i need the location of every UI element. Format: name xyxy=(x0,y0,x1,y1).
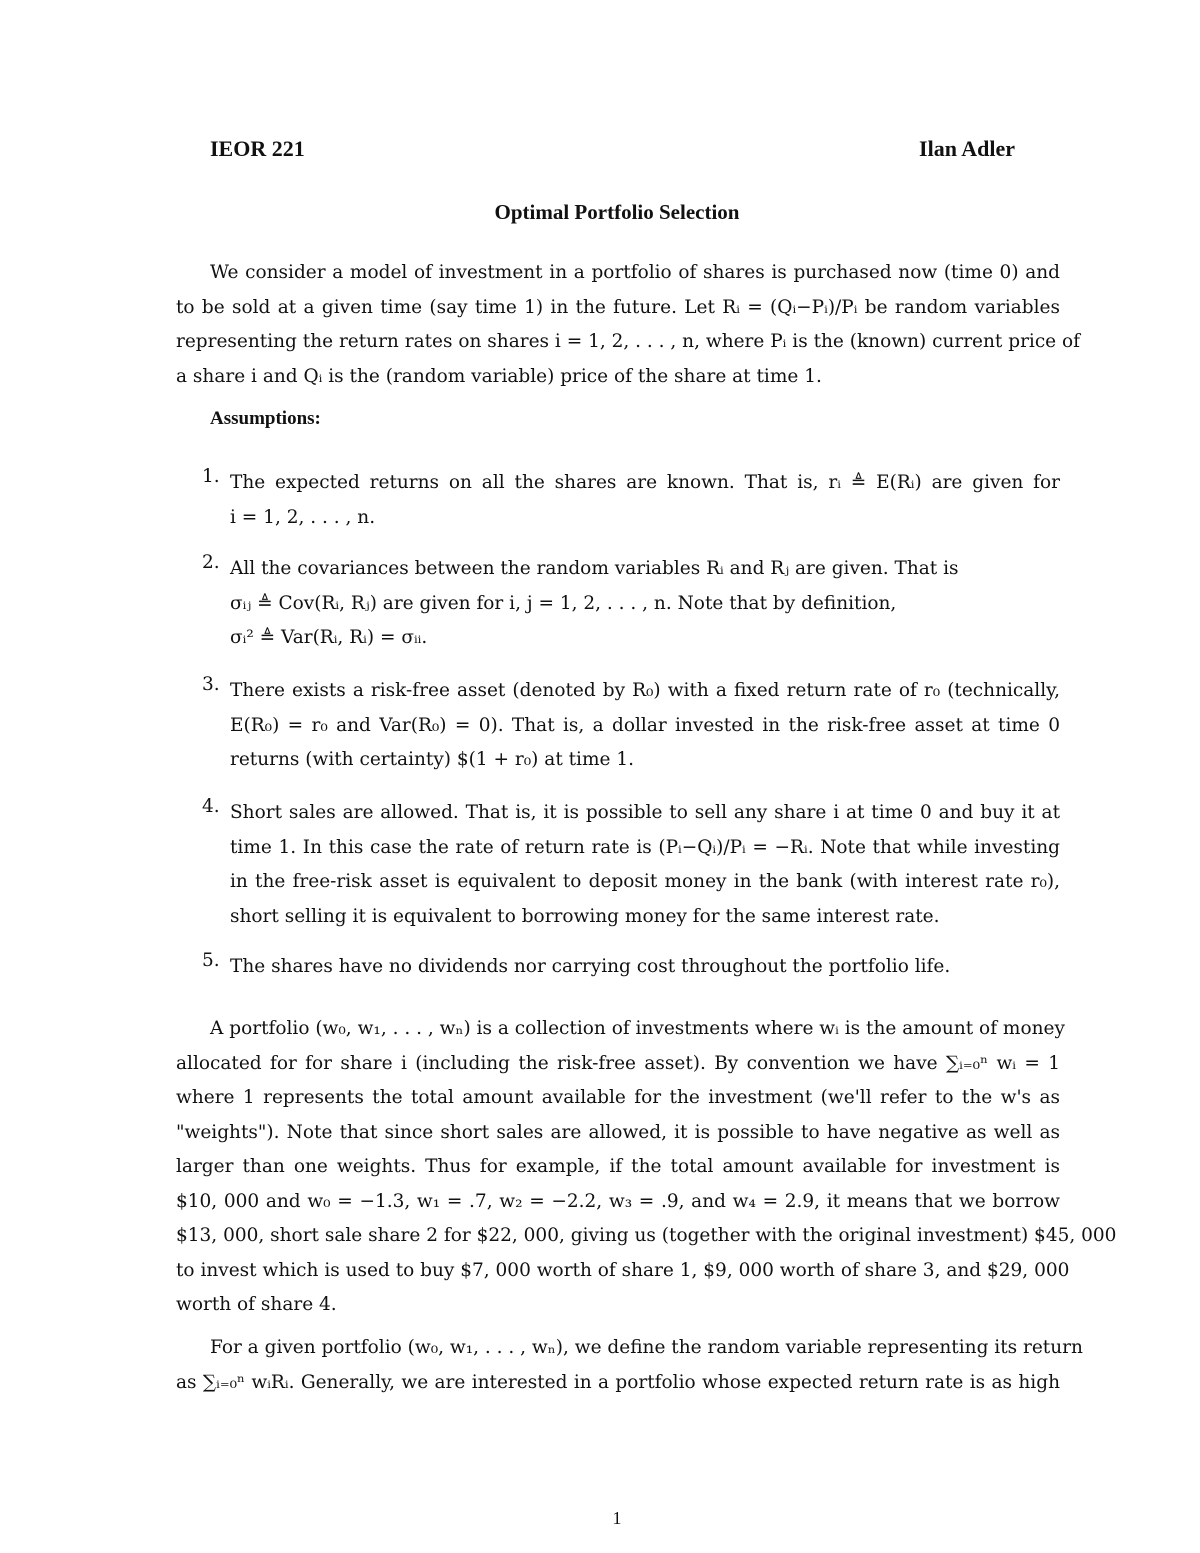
assumptions-heading: Assumptions: xyxy=(210,408,321,429)
assumption-number: 2. xyxy=(202,552,220,573)
author-header: Ilan Adler xyxy=(919,136,1015,161)
assumption-item xyxy=(176,950,1060,985)
assumption-line: All the covariances between the random variables Rᵢ and Rⱼ are given. That is xyxy=(230,558,959,579)
paragraph-line: larger than one weights. Thus for example, if the total amount available for investment is xyxy=(176,1156,1060,1177)
paragraph-line: A portfolio (w₀, w₁, . . . , wₙ) is a collection of investments where wᵢ is the amount of money xyxy=(210,1018,1065,1039)
intro-line: representing the return rates on shares i = 1, 2, . . . , n, where Pᵢ is the (known) current price of xyxy=(176,331,1080,352)
assumption-item xyxy=(176,796,1060,934)
paragraph-line: "weights"). Note that since short sales are allowed, it is possible to have negative as well as xyxy=(176,1121,1060,1143)
assumption-line: short selling it is equivalent to borrowing money for the same interest rate. xyxy=(230,905,940,927)
paragraph-line: as ∑ᵢ₌₀ⁿ wᵢRᵢ. Generally, we are interested in a portfolio whose expected return rate is as high xyxy=(176,1371,1060,1393)
assumption-line: There exists a risk-free asset (denoted by R₀) with a fixed return rate of r₀ (technically, xyxy=(230,680,1060,701)
assumption-line: σᵢ² ≜ Var(Rᵢ, Rᵢ) = σᵢᵢ. xyxy=(230,627,428,648)
return-paragraph xyxy=(176,1331,1083,1400)
assumption-line: time 1. In this case the rate of return rate is (Pᵢ−Qᵢ)/Pᵢ = −Rᵢ. Note that while investing xyxy=(230,836,1060,858)
intro-line: We consider a model of investment in a portfolio of shares is purchased now (time 0) and xyxy=(210,262,1060,283)
paragraph-line: worth of share 4. xyxy=(176,1294,337,1315)
paragraph-line: allocated for for share i (including the risk-free asset). By convention we have ∑ᵢ₌₀ⁿ wᵢ = 1 xyxy=(176,1052,1060,1074)
assumption-line: in the free-risk asset is equivalent to deposit money in the bank (with interest rate r₀), xyxy=(230,871,1060,892)
document-title: Optimal Portfolio Selection xyxy=(494,200,740,224)
assumption-item xyxy=(176,552,1060,656)
assumption-line: Short sales are allowed. That is, it is possible to sell any share i at time 0 and buy it at xyxy=(230,802,1060,823)
assumption-number: 4. xyxy=(202,796,220,817)
assumption-line: i = 1, 2, . . . , n. xyxy=(230,506,376,528)
assumption-item xyxy=(176,466,1060,535)
intro-line: to be sold at a given time (say time 1) in the future. Let Rᵢ = (Qᵢ−Pᵢ)/Pᵢ be random variables xyxy=(176,296,1060,318)
assumption-item xyxy=(176,674,1060,778)
page-number: 1 xyxy=(612,1508,622,1528)
portfolio-paragraph xyxy=(176,1012,1117,1323)
paragraph-line: to invest which is used to buy $7, 000 worth of share 1, $9, 000 worth of share 3, and $29, 000 xyxy=(176,1259,1070,1281)
assumption-line: returns (with certainty) $(1 + r₀) at time 1. xyxy=(230,749,635,770)
assumption-number: 5. xyxy=(202,950,220,971)
assumption-line: The shares have no dividends nor carrying cost throughout the portfolio life. xyxy=(230,956,951,977)
intro-paragraph xyxy=(176,256,1080,394)
paragraph-line: where 1 represents the total amount available for the investment (we'll refer to the w's as xyxy=(176,1087,1060,1108)
course-header: IEOR 221 xyxy=(210,136,305,161)
paragraph-line: $13, 000, short sale share 2 for $22, 000, giving us (together with the original investment) $45, 000 xyxy=(176,1225,1117,1246)
assumption-number: 1. xyxy=(202,466,220,487)
assumption-line: E(R₀) = r₀ and Var(R₀) = 0). That is, a dollar invested in the risk-free asset at time 0 xyxy=(230,714,1060,736)
paragraph-line: For a given portfolio (w₀, w₁, . . . , wₙ), we define the random variable representing its return xyxy=(210,1337,1083,1358)
intro-line: a share i and Qᵢ is the (random variable) price of the share at time 1. xyxy=(176,365,822,387)
assumption-line: The expected returns on all the shares are known. That is, rᵢ ≜ E(Rᵢ) are given for xyxy=(230,472,1060,493)
assumption-number: 3. xyxy=(202,674,220,695)
assumption-line: σᵢⱼ ≜ Cov(Rᵢ, Rⱼ) are given for i, j = 1, 2, . . . , n. Note that by definition, xyxy=(230,592,897,614)
paragraph-line: $10, 000 and w₀ = −1.3, w₁ = .7, w₂ = −2.2, w₃ = .9, and w₄ = 2.9, it means that we borrow xyxy=(176,1190,1060,1212)
